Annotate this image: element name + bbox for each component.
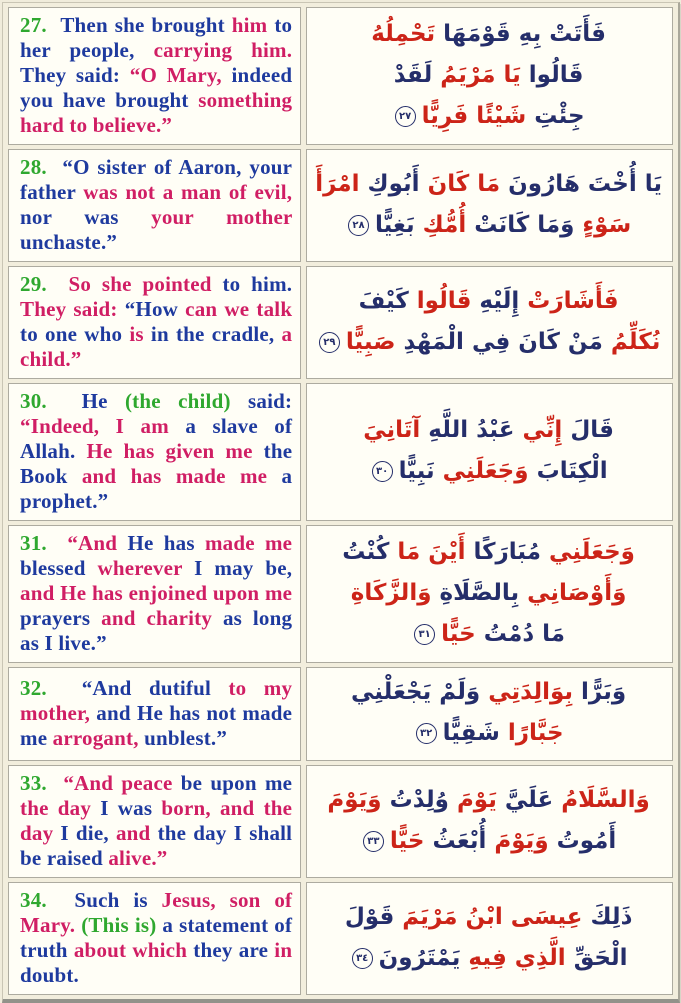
arabic-segment: جَبَّارًا xyxy=(507,720,564,746)
english-segment: He has given me xyxy=(86,439,253,463)
arabic-verse-cell xyxy=(306,765,673,878)
arabic-segment: بِالصَّلَاةِ xyxy=(439,579,520,606)
verse-number: 27. xyxy=(20,13,47,37)
english-segment: said: xyxy=(248,389,293,413)
verse-number-gap xyxy=(47,676,82,700)
verse-number-gap xyxy=(47,531,68,555)
arabic-segment: وَالزَّكَاةِ xyxy=(350,579,432,606)
arabic-segment: بِوَالِدَتِي xyxy=(488,679,574,705)
arabic-segment: حَيًّا xyxy=(441,620,476,647)
arabic-segment: يَوْمَ xyxy=(456,786,497,813)
arabic-segment: وَجَعَلَنِي xyxy=(549,538,635,565)
verse-row xyxy=(8,149,673,262)
english-segment: prayers xyxy=(20,606,91,630)
arabic-text xyxy=(315,672,662,754)
english-segment: about which xyxy=(73,938,188,962)
arabic-line xyxy=(315,780,662,821)
english-segment: “O sister of Aaron, your father xyxy=(20,155,293,204)
english-segment: wherever xyxy=(97,556,183,580)
arabic-segment: أَبُوكِ xyxy=(367,170,420,197)
english-translation-cell xyxy=(8,7,301,145)
verse-row xyxy=(8,383,673,521)
arabic-segment: فَأَتَتْ بِهِ قَوْمَهَا xyxy=(443,20,606,47)
ayah-end-marker: ٣٤ xyxy=(352,948,373,969)
arabic-segment: يَا أُخْتَ هَارُونَ xyxy=(508,170,662,197)
arabic-segment: حَيًّا xyxy=(389,827,425,854)
verse-number-gap xyxy=(47,13,60,37)
arabic-segment: قَالَ xyxy=(570,417,614,443)
english-translation-cell xyxy=(8,149,301,262)
english-segment: to him. xyxy=(222,272,293,296)
arabic-segment: وَالسَّلَامُ xyxy=(561,786,650,813)
english-segment: in the cradle, xyxy=(150,322,275,346)
english-text xyxy=(20,13,292,137)
english-segment: nor was xyxy=(20,205,119,229)
verse-number: 28. xyxy=(20,155,47,179)
arabic-segment: وُلِدْتُ xyxy=(389,786,449,813)
english-segment: something hard to believe.” xyxy=(20,88,293,137)
english-segment: alive.” xyxy=(108,846,168,870)
arabic-text xyxy=(315,14,662,137)
ayah-end-marker: ٢٩ xyxy=(319,332,340,353)
arabic-segment: إِلَيْهِ xyxy=(479,287,520,314)
english-segment: (This is) xyxy=(81,913,157,937)
english-translation-cell xyxy=(8,765,301,878)
arabic-line xyxy=(315,451,662,492)
verse-row xyxy=(8,667,673,761)
arabic-segment: آتَانِيَ xyxy=(363,417,421,443)
arabic-segment: أَمُوتُ xyxy=(556,827,617,854)
english-segment: (the child) xyxy=(124,389,231,413)
english-segment: to her people, xyxy=(20,13,293,62)
english-segment: Jesus, son of Mary. xyxy=(20,888,293,937)
english-segment: Then she brought xyxy=(60,13,225,37)
arabic-segment: فَأَشَارَتْ xyxy=(527,287,619,314)
arabic-verse-cell xyxy=(306,383,673,521)
arabic-line xyxy=(315,672,662,713)
english-segment: Such is xyxy=(74,888,148,912)
english-segment: unblest.” xyxy=(144,726,228,750)
verse-number: 34. xyxy=(20,888,47,912)
arabic-line xyxy=(315,713,662,754)
english-segment: is xyxy=(129,322,144,346)
verse-number-gap xyxy=(47,272,69,296)
english-segment: the day xyxy=(20,796,92,820)
english-segment: I die, xyxy=(60,821,109,845)
english-segment: “And peace xyxy=(63,771,173,795)
ayah-end-marker: ٣٠ xyxy=(372,461,393,482)
english-segment: the day I shall be raised xyxy=(20,821,293,870)
arabic-segment: لَقَدْ xyxy=(393,61,433,88)
arabic-text xyxy=(315,164,662,246)
arabic-line xyxy=(315,897,662,938)
arabic-line xyxy=(315,164,662,205)
english-segment: “And dutiful xyxy=(81,676,212,700)
verse-number: 29. xyxy=(20,272,47,296)
arabic-segment: شَقِيًّا xyxy=(442,720,500,746)
arabic-segment: الَّذِي فِيهِ xyxy=(468,944,566,971)
arabic-segment: وَمَا كَانَتْ xyxy=(474,211,575,238)
english-segment: and charity xyxy=(101,606,213,630)
english-segment: unchaste.” xyxy=(20,230,118,254)
ayah-end-marker: ٣٣ xyxy=(363,831,384,852)
english-segment: I was xyxy=(100,796,153,820)
english-segment: I may be, xyxy=(194,556,293,580)
arabic-text xyxy=(315,780,662,862)
english-segment: “And xyxy=(67,531,118,555)
english-segment: as long as I live.” xyxy=(20,606,293,655)
english-segment: a statement of truth xyxy=(20,913,293,962)
verse-row xyxy=(8,525,673,663)
arabic-segment: امْرَأَ xyxy=(315,170,360,197)
english-translation-cell xyxy=(8,266,301,379)
arabic-segment: وَبَرًّا xyxy=(581,679,627,705)
arabic-verse-cell xyxy=(306,7,673,145)
arabic-segment: مَا دُمْتُ xyxy=(483,620,566,647)
arabic-segment: مَا كَانَ xyxy=(427,170,501,197)
arabic-segment: أُمُّكِ xyxy=(422,211,467,238)
arabic-segment: أُبْعَثُ xyxy=(432,827,487,854)
arabic-segment: إِنِّي xyxy=(522,417,563,443)
verse-number: 31. xyxy=(20,531,47,555)
arabic-segment: يَمْتَرُونَ xyxy=(378,944,461,971)
arabic-segment: شَيْئًا فَرِيًّا xyxy=(421,102,527,129)
arabic-segment: جِئْتِ xyxy=(534,102,585,129)
english-segment: the Book xyxy=(20,439,293,488)
arabic-segment: وَيَوْمَ xyxy=(494,827,549,854)
verse-number: 33. xyxy=(20,771,47,795)
ayah-end-marker: ٢٨ xyxy=(348,215,369,236)
verse-number-gap xyxy=(47,771,63,795)
arabic-segment: مُبَارَكًا xyxy=(473,538,542,565)
english-segment: and He has enjoined upon me xyxy=(20,581,293,605)
arabic-segment: قَالُوا xyxy=(416,287,472,314)
english-segment: and xyxy=(115,821,151,845)
english-segment: a child.” xyxy=(20,322,293,371)
arabic-line xyxy=(315,322,662,363)
verse-number: 30. xyxy=(20,389,47,413)
arabic-segment: بَغِيًّا xyxy=(374,211,415,238)
arabic-segment: يَا مَرْيَمُ xyxy=(440,61,521,88)
english-translation-cell xyxy=(8,525,301,663)
arabic-line xyxy=(315,96,662,137)
arabic-segment: وَلَمْ يَجْعَلْنِي xyxy=(351,679,481,705)
english-segment: him xyxy=(231,13,268,37)
arabic-line xyxy=(315,614,662,655)
arabic-segment: عَبْدُ اللَّهِ xyxy=(428,417,515,443)
english-segment: can we talk xyxy=(185,297,293,321)
arabic-segment: نَبِيًّا xyxy=(398,458,435,484)
verse-row xyxy=(8,882,673,995)
english-segment: and He has not made me xyxy=(20,701,293,750)
english-segment: He has xyxy=(127,531,195,555)
english-segment: born, and the day xyxy=(20,796,293,845)
arabic-segment: مَنْ كَانَ فِي الْمَهْدِ xyxy=(403,328,603,355)
arabic-verse-cell xyxy=(306,149,673,262)
arabic-text xyxy=(315,897,662,979)
arabic-line xyxy=(315,281,662,322)
english-segment: “Indeed, I am xyxy=(20,414,169,438)
arabic-segment: أَيْنَ مَا xyxy=(397,538,466,565)
arabic-line xyxy=(315,205,662,246)
arabic-verse-cell xyxy=(306,525,673,663)
english-translation-cell xyxy=(8,383,301,521)
arabic-segment: سَوْءٍ xyxy=(582,211,632,238)
arabic-text xyxy=(315,281,662,363)
arabic-line xyxy=(315,410,662,451)
arabic-segment: صَبِيًّا xyxy=(345,328,396,355)
english-segment: They said: xyxy=(20,297,118,321)
english-segment: He xyxy=(81,389,108,413)
arabic-segment: نُكَلِّمُ xyxy=(610,328,661,355)
verse-table xyxy=(2,2,680,1003)
arabic-segment: كَيْفَ xyxy=(358,287,409,314)
english-segment: a prophet.” xyxy=(20,464,293,513)
arabic-segment: الْكِتَابَ xyxy=(536,458,608,484)
arabic-segment: وَجَعَلَنِي xyxy=(442,458,529,484)
verse-number-gap xyxy=(47,155,63,179)
english-segment: They said: xyxy=(20,63,121,87)
english-segment: “O Mary, xyxy=(129,63,222,87)
english-segment: to one who xyxy=(20,322,123,346)
arabic-line xyxy=(315,821,662,862)
english-translation-cell xyxy=(8,667,301,761)
arabic-text xyxy=(315,410,662,492)
english-segment: blessed xyxy=(20,556,86,580)
english-segment: be upon me xyxy=(180,771,293,795)
verse-number-gap xyxy=(47,389,82,413)
english-segment: So she pointed xyxy=(68,272,212,296)
ayah-end-marker: ٣٢ xyxy=(416,723,437,744)
english-segment: made me xyxy=(204,531,293,555)
verse-row xyxy=(8,7,673,145)
english-segment: they are xyxy=(193,938,269,962)
arabic-line xyxy=(315,573,662,614)
english-translation-cell xyxy=(8,882,301,995)
verse-row xyxy=(8,765,673,878)
arabic-line xyxy=(315,532,662,573)
arabic-verse-cell xyxy=(306,882,673,995)
ayah-end-marker: ٣١ xyxy=(414,624,435,645)
arabic-segment: قَالُوا xyxy=(528,61,584,88)
arabic-line xyxy=(315,55,662,96)
arabic-segment: تَحْمِلُهُ xyxy=(371,20,436,47)
arabic-segment: قَوْلَ xyxy=(344,903,395,930)
english-segment: in xyxy=(274,938,293,962)
arabic-verse-cell xyxy=(306,667,673,761)
english-segment: carrying him. xyxy=(153,38,293,62)
arabic-text xyxy=(315,532,662,655)
arabic-segment: وَيَوْمَ xyxy=(327,786,382,813)
arabic-segment: عِيسَى ابْنُ مَرْيَمَ xyxy=(402,903,583,930)
english-segment: was not a man of evil, xyxy=(83,180,293,204)
arabic-segment: ذَلِكَ xyxy=(590,903,633,930)
english-segment: a slave of Allah. xyxy=(20,414,293,463)
english-segment: doubt. xyxy=(20,963,79,987)
verse-row xyxy=(8,266,673,379)
arabic-line xyxy=(315,938,662,979)
arabic-line xyxy=(315,14,662,55)
english-segment: “How xyxy=(124,297,179,321)
verse-number-gap xyxy=(47,888,75,912)
arabic-segment: وَأَوْصَانِي xyxy=(527,579,627,606)
english-segment: indeed you have brought xyxy=(20,63,293,112)
english-segment: arrogant, xyxy=(52,726,139,750)
arabic-segment: عَلَيَّ xyxy=(504,786,554,813)
english-segment: your mother xyxy=(151,205,293,229)
english-segment: and has made me xyxy=(81,464,268,488)
ayah-end-marker: ٢٧ xyxy=(395,106,416,127)
arabic-verse-cell xyxy=(306,266,673,379)
english-segment: to my mother, xyxy=(20,676,293,725)
arabic-segment: كُنْتُ xyxy=(342,538,390,565)
verse-number: 32. xyxy=(20,676,47,700)
arabic-segment: الْحَقِّ xyxy=(573,944,628,971)
